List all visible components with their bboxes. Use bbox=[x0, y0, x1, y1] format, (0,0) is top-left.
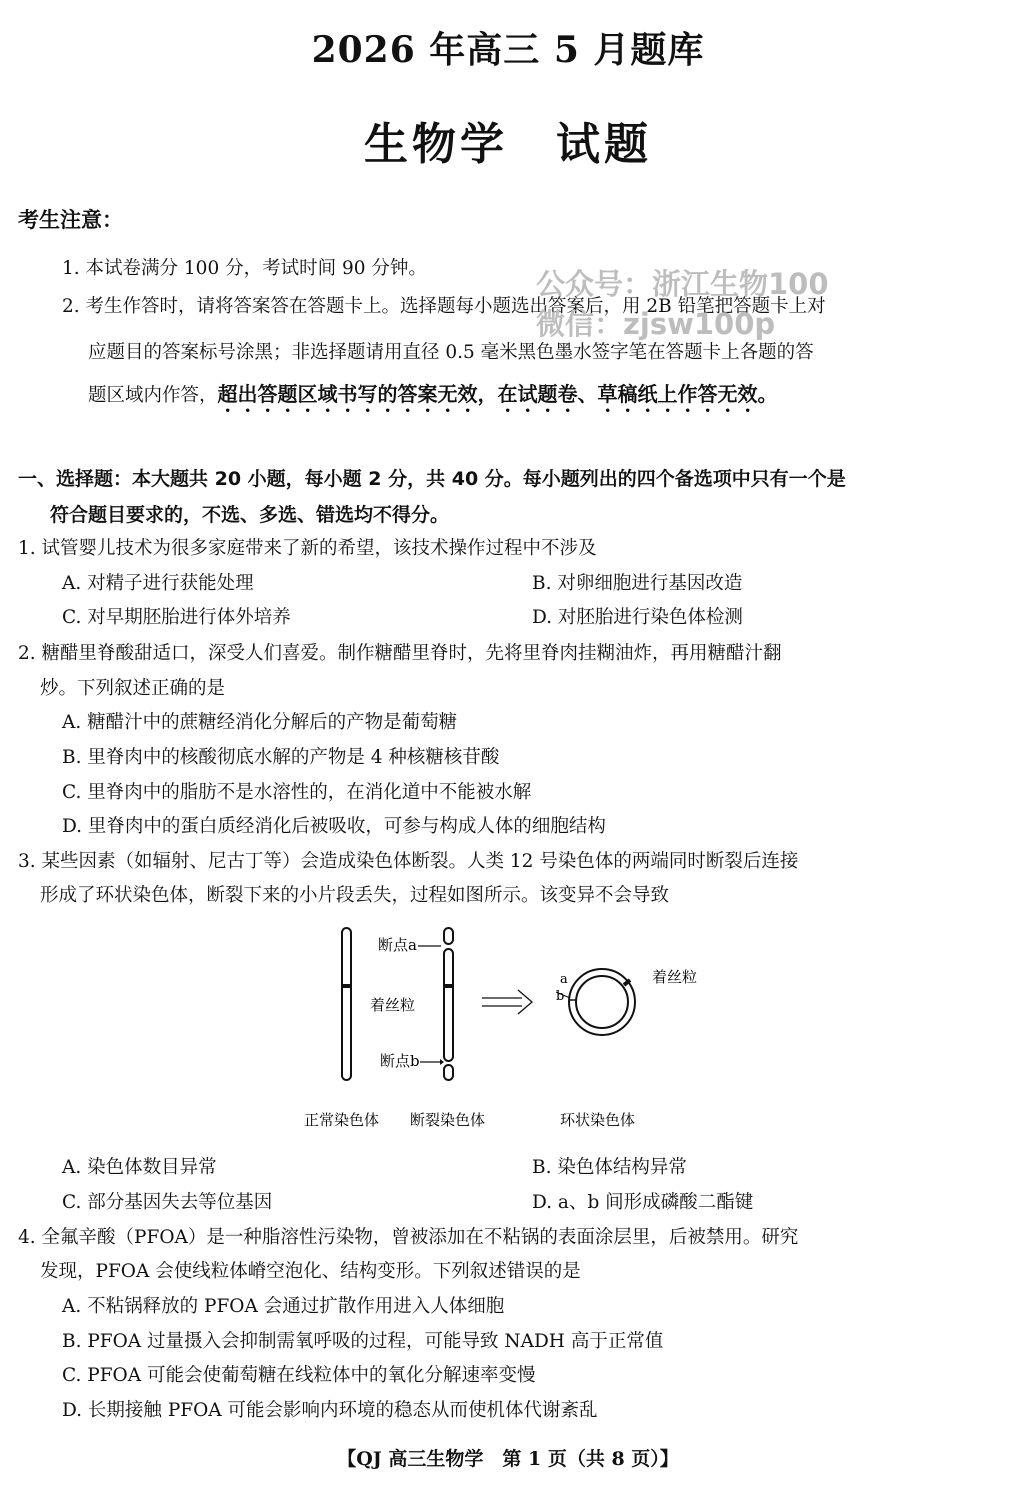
notice-item-2-line-1: 2. 考生作答时，请将答案答在答题卡上。选择题每小题选出答案后，用 2B 铅笔把答题卡上对 bbox=[62, 296, 826, 317]
question-2-stem-line-1: 2. 糖醋里脊酸甜适口，深受人们喜爱。制作糖醋里脊时，先将里脊肉挂糊油炸，再用糖醋汁翻 bbox=[18, 643, 782, 664]
section-heading-line-1: 一、选择题：本大题共 20 小题，每小题 2 分，共 40 分。每小题列出的四个备选项中只有一个是 bbox=[18, 468, 846, 490]
question-2-option-d: D. 里脊肉中的蛋白质经消化后被吸收，可参与构成人体的细胞结构 bbox=[62, 816, 606, 837]
question-2-option-b: B. 里脊肉中的核酸彻底水解的产物是 4 种核糖核苷酸 bbox=[62, 747, 500, 768]
transform-arrow-icon bbox=[482, 990, 532, 1014]
notice-item-1: 1. 本试卷满分 100 分，考试时间 90 分钟。 bbox=[62, 258, 427, 279]
question-4-option-a: A. 不粘锅释放的 PFOA 会通过扩散作用进入人体细胞 bbox=[62, 1296, 505, 1317]
notice-heading: 考生注意： bbox=[18, 208, 123, 232]
normal-chromosome bbox=[342, 928, 351, 1080]
question-3-option-a: A. 染色体数目异常 bbox=[62, 1157, 217, 1178]
question-3-option-d: D. a、b 间形成磷酸二酯键 bbox=[532, 1192, 754, 1213]
watermark-account: 公众号：浙江生物100 bbox=[536, 267, 829, 301]
question-1-stem: 1. 试管婴儿技术为很多家庭带来了新的希望，该技术操作过程中不涉及 bbox=[18, 538, 597, 559]
question-4-option-b: B. PFOA 过量摄入会抑制需氧呼吸的过程，可能导致 NADH 高于正常值 bbox=[62, 1331, 664, 1352]
question-3-option-b: B. 染色体结构异常 bbox=[532, 1157, 687, 1178]
question-4-option-c: C. PFOA 可能会使葡萄糖在线粒体中的氧化分解速率变慢 bbox=[62, 1365, 536, 1386]
caption-broken-chromosome: 断裂染色体 bbox=[410, 1111, 486, 1129]
question-2-option-c: C. 里脊肉中的脂肪不是水溶性的，在消化道中不能被水解 bbox=[62, 782, 532, 803]
notice-item-2-line-2: 应题目的答案标号涂黑；非选择题请用直径 0.5 毫米黑色墨水签字笔在答题卡上各题的答 bbox=[88, 342, 814, 363]
notice-item-2-line-3 bbox=[88, 378, 778, 417]
question-3-stem-line-1: 3. 某些因素（如辐射、尼古丁等）会造成染色体断裂。人类 12 号染色体的两端同时断裂后连接 bbox=[18, 851, 799, 872]
watermark-wechat: 微信：zjsw100p bbox=[536, 307, 776, 341]
chromosome-figure bbox=[290, 920, 730, 1140]
question-1-option-c: C. 对早期胚胎进行体外培养 bbox=[62, 607, 291, 628]
notice-emphasis: 超出答题区域书写的答案无效，在试题卷、草稿纸上作答无效。 bbox=[217, 382, 778, 406]
page-footer: 【QJ 高三生物学 第 1 页（共 8 页）】 bbox=[337, 1448, 679, 1470]
caption-ring-chromosome: 环状染色体 bbox=[560, 1111, 636, 1129]
question-4-stem-line-1: 4. 全氟辛酸（PFOA）是一种脂溶性污染物，曾被添加在不粘锅的表面涂层里，后被禁用。研究 bbox=[18, 1227, 799, 1248]
label-ring-a: a bbox=[560, 972, 568, 987]
question-2-stem-line-2: 炒。下列叙述正确的是 bbox=[40, 678, 226, 699]
exam-header-title: 2026 年高三 5 月题库 bbox=[311, 29, 705, 71]
section-heading-line-2: 符合题目要求的，不选、多选、错选均不得分。 bbox=[50, 504, 450, 526]
broken-chromosome bbox=[418, 928, 453, 1080]
question-1-option-d: D. 对胚胎进行染色体检测 bbox=[532, 607, 743, 628]
question-3-option-c: C. 部分基因失去等位基因 bbox=[62, 1192, 273, 1213]
label-ring-b: b bbox=[556, 989, 565, 1004]
question-4-option-d: D. 长期接触 PFOA 可能会影响内环境的稳态从而使机体代谢紊乱 bbox=[62, 1400, 598, 1421]
label-breakpoint-a: 断点a bbox=[378, 936, 417, 954]
question-4-stem-line-2: 发现，PFOA 会使线粒体嵴空泡化、结构变形。下列叙述错误的是 bbox=[40, 1261, 581, 1282]
question-3-stem-line-2: 形成了环状染色体，断裂下来的小片段丢失，过程如图所示。该变异不会导致 bbox=[40, 885, 670, 906]
question-1-option-a: A. 对精子进行获能处理 bbox=[62, 573, 254, 594]
question-1-option-b: B. 对卵细胞进行基因改造 bbox=[532, 573, 743, 594]
question-2-option-a: A. 糖醋汁中的蔗糖经消化分解后的产物是葡萄糖 bbox=[62, 712, 458, 733]
label-centromere-right: 着丝粒 bbox=[652, 968, 698, 986]
label-breakpoint-b: 断点b bbox=[380, 1052, 420, 1070]
notice-item-2-line-3-prefix: 题区域内作答， bbox=[88, 385, 218, 406]
label-centromere-left: 着丝粒 bbox=[370, 996, 416, 1014]
ring-chromosome bbox=[556, 969, 635, 1035]
caption-normal-chromosome: 正常染色体 bbox=[304, 1111, 380, 1129]
exam-subject-title: 生物学 试题 bbox=[364, 119, 652, 170]
